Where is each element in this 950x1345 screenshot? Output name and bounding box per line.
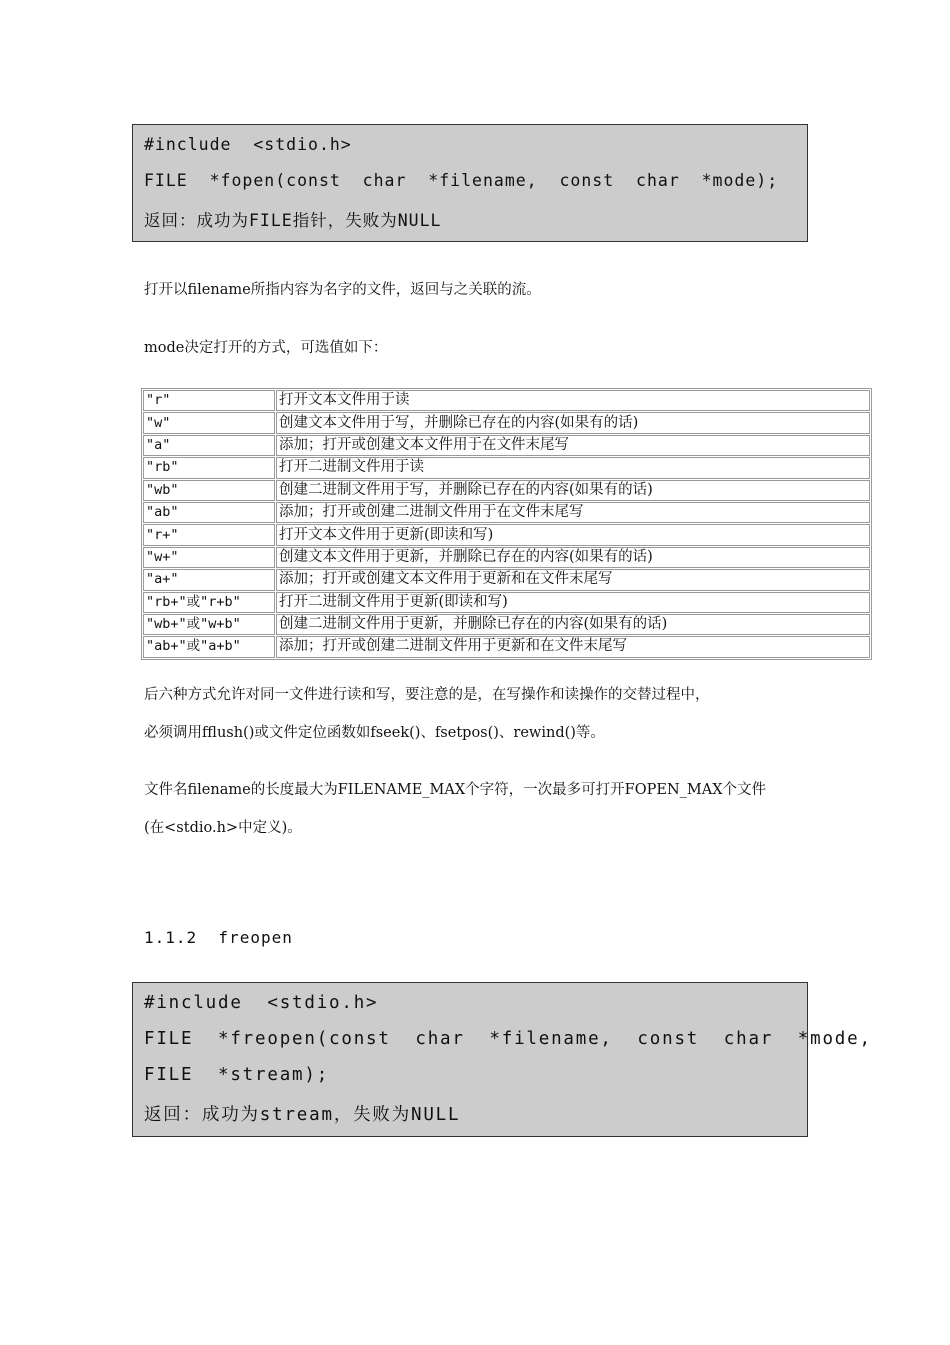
fopen-prototype-line: FILE *fopen(const char *filename, const char *mode); [144, 171, 779, 190]
description-cell: 打开文本文件用于读 [276, 390, 870, 411]
mode-cell: "rb+"或"r+b" [143, 592, 275, 613]
table-row [143, 457, 870, 478]
freopen-signature-box [132, 982, 872, 1137]
description-cell: 创建二进制文件用于更新，并删除已存在的内容(如果有的话) [276, 614, 870, 635]
table-row [143, 390, 870, 411]
description-cell: 创建二进制文件用于写，并删除已存在的内容(如果有的话) [276, 480, 870, 501]
description-cell: 添加；打开或创建二进制文件用于在文件末尾写 [276, 502, 870, 523]
fopen-return-line: 返回：成功为FILE指针，失败为NULL [144, 211, 442, 230]
mode-cell: "r" [143, 390, 275, 411]
description-cell: 打开文本文件用于更新(即读和写) [276, 524, 870, 545]
table-row [143, 547, 870, 568]
freopen-prototype-line: FILE *freopen(const char *filename, const char *mode, [144, 1029, 872, 1049]
fopen-signature-box [132, 124, 808, 242]
mode-cell: "ab" [143, 502, 275, 523]
mode-cell: "w" [143, 412, 275, 433]
freopen-return-line: 返回：成功为stream，失败为NULL [144, 1105, 461, 1125]
freopen-prototype-continuation: FILE *stream); [144, 1065, 330, 1085]
mode-cell: "a+" [143, 569, 275, 590]
description-cell: 打开二进制文件用于更新(即读和写) [276, 592, 870, 613]
mode-cell: "r+" [143, 524, 275, 545]
table-row [143, 435, 870, 456]
description-cell: 创建文本文件用于更新，并删除已存在的内容(如果有的话) [276, 547, 870, 568]
mode-cell: "wb" [143, 480, 275, 501]
paragraph-read-write-line2: 必须调用fflush()或文件定位函数如fseek()、fsetpos()、rewind()等。 [144, 725, 605, 741]
mode-cell: "a" [143, 435, 275, 456]
description-cell: 添加；打开或创建文本文件用于更新和在文件末尾写 [276, 569, 870, 590]
fopen-description: 打开以filename所指内容为名字的文件，返回与之关联的流。 [144, 282, 541, 298]
mode-cell: "ab+"或"a+b" [143, 636, 275, 657]
section-heading: 1.1.2 freopen [144, 928, 293, 947]
description-cell: 创建文本文件用于写，并删除已存在的内容(如果有的话) [276, 412, 870, 433]
paragraph-filename-max-line2: (在<stdio.h>中定义)。 [144, 820, 302, 836]
mode-cell: "rb" [143, 457, 275, 478]
table-row [143, 614, 870, 635]
table-row [143, 636, 870, 657]
table-row [143, 480, 870, 501]
table-row [143, 569, 870, 590]
include-line: #include <stdio.h> [144, 135, 352, 154]
paragraph-filename-max-line1: 文件名filename的长度最大为FILENAME_MAX个字符，一次最多可打开FOPEN_MAX个文件 [144, 782, 767, 798]
mode-intro: mode决定打开的方式，可选值如下： [144, 340, 388, 356]
mode-cell: "wb+"或"w+b" [143, 614, 275, 635]
include-line: #include <stdio.h> [144, 993, 379, 1013]
description-cell: 打开二进制文件用于读 [276, 457, 870, 478]
mode-table [141, 388, 872, 660]
description-cell: 添加；打开或创建文本文件用于在文件末尾写 [276, 435, 870, 456]
paragraph-read-write-line1: 后六种方式允许对同一文件进行读和写，要注意的是，在写操作和读操作的交替过程中， [144, 687, 710, 703]
table-row [143, 524, 870, 545]
table-row [143, 592, 870, 613]
table-row [143, 502, 870, 523]
table-row [143, 412, 870, 433]
description-cell: 添加；打开或创建二进制文件用于更新和在文件末尾写 [276, 636, 870, 657]
mode-cell: "w+" [143, 547, 275, 568]
